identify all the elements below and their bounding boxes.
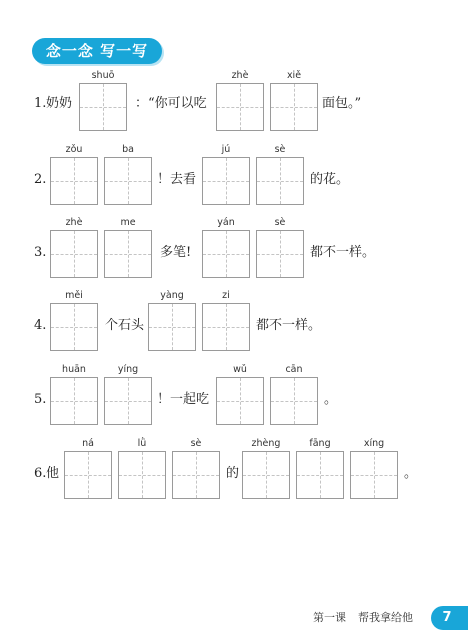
exercise-text: 的花。	[310, 172, 350, 187]
lesson-title: 帮我拿给他	[358, 611, 413, 624]
pinyin-label: ná	[82, 438, 94, 449]
pinyin-label: zhèng	[251, 438, 281, 449]
section-title: 念一念 写一写	[45, 42, 149, 60]
pinyin-label: měi	[65, 290, 83, 301]
exercise-text: 个石头	[105, 318, 145, 333]
exercise-text: 都不一样。	[256, 318, 322, 333]
exercise-text: 。	[324, 392, 338, 407]
pinyin-label: zhè	[231, 70, 249, 81]
writing-box[interactable]	[242, 451, 290, 499]
exercise-number: 1.	[34, 96, 47, 111]
exercise-text: 都不一样。	[310, 245, 376, 260]
pinyin-label: xiě	[286, 70, 302, 81]
pinyin-label: me	[120, 217, 136, 228]
pinyin-label: sè	[274, 217, 286, 228]
exercise-text: 多笔!	[160, 245, 192, 260]
exercise-text: ！去看	[157, 172, 197, 187]
exercise-text: ！一起吃	[157, 392, 210, 407]
writing-box[interactable]	[350, 451, 398, 499]
pinyin-label: wǔ	[233, 364, 247, 375]
pinyin-label: cān	[285, 364, 303, 375]
exercise-number: 6.	[34, 466, 47, 481]
pinyin-label: yán	[217, 217, 235, 228]
pinyin-label: sè	[274, 144, 286, 155]
exercise-number: 2.	[34, 172, 47, 187]
exercise-text: ：“你可以吃	[135, 96, 207, 111]
pinyin-label: ba	[122, 144, 134, 155]
pinyin-label: zhè	[65, 217, 83, 228]
pinyin-label: yàng	[160, 290, 184, 301]
pinyin-label: zi	[222, 290, 230, 301]
pinyin-label: yíng	[117, 364, 139, 375]
exercise-text: 他	[46, 466, 60, 481]
lesson-label: 第一课	[313, 611, 346, 624]
exercise-number: 3.	[34, 245, 47, 260]
exercise-text: 的	[226, 466, 240, 481]
exercise-number: 4.	[34, 318, 47, 333]
exercise-number: 5.	[34, 392, 47, 407]
pinyin-label: xíng	[363, 438, 385, 449]
pinyin-label: zǒu	[65, 144, 83, 155]
pinyin-label: sè	[190, 438, 202, 449]
pinyin-label: lǜ	[137, 438, 147, 449]
writing-box[interactable]	[172, 451, 220, 499]
exercise-text: 面包。”	[322, 96, 362, 111]
page-number: 7	[442, 610, 452, 625]
writing-box[interactable]	[296, 451, 344, 499]
writing-box[interactable]	[118, 451, 166, 499]
page-number-tab	[431, 606, 468, 630]
pinyin-label: fāng	[309, 438, 331, 449]
writing-box[interactable]	[64, 451, 112, 499]
exercise-text: 。	[404, 466, 418, 481]
page-footer	[313, 611, 413, 625]
pinyin-label: jú	[221, 144, 231, 155]
exercise-text: 奶奶	[46, 96, 73, 111]
pinyin-label: huān	[62, 364, 86, 375]
pinyin-label: shuō	[91, 70, 115, 81]
